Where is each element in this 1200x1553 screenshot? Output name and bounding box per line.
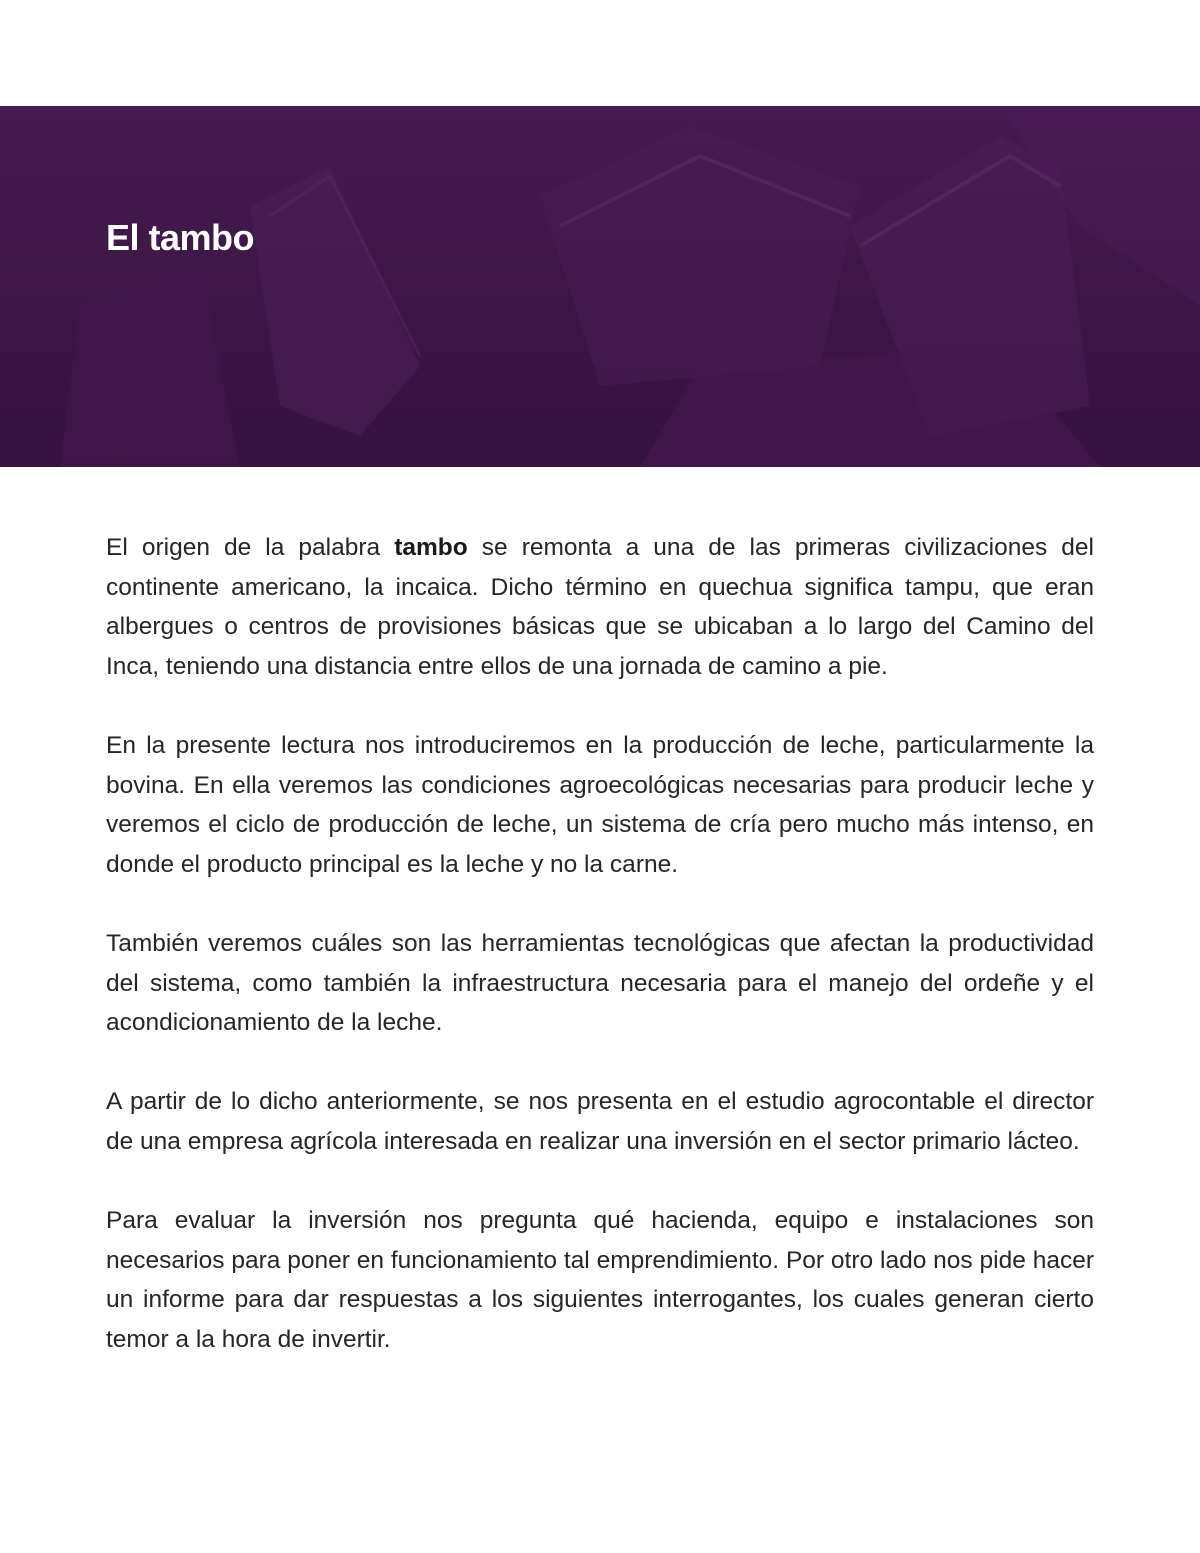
keyword-tambo: tambo	[394, 534, 468, 561]
paragraph-origin-end: se remonta a una de las primeras civilizaciones del continente americano, la incaica. Dicho término en quechua significa tampu, que eran albergues o centros de provisiones básicas que se ubicaban a lo largo del Camino del Inca, teniendo una distancia entre ellos de una jornada de camino a pie.	[106, 534, 1094, 680]
paragraph-case-study: A partir de lo dicho anteriormente, se nos presenta en el estudio agrocontable el director de una empresa agrícola interesada en realizar una inversión en el sector primario lácteo.	[106, 1088, 1094, 1155]
paragraph-origin	[106, 528, 1094, 686]
paragraph-origin-start: El origen de la palabra	[106, 534, 395, 561]
header-banner	[0, 106, 1200, 467]
paragraph-technology: También veremos cuáles son las herramientas tecnológicas que afectan la productividad del sistema, como también la infraestructura necesaria para el manejo del ordeñe y el acondicionamiento de la leche.	[106, 929, 1094, 1037]
page-title: El tambo	[106, 217, 255, 258]
paragraph-evaluation: Para evaluar la inversión nos pregunta qué hacienda, equipo e instalaciones son necesarios para poner en funcionamiento tal emprendimiento. Por otro lado nos pide hacer un informe para dar respuestas a los siguientes interrogantes, los cuales generan cierto temor a la hora de invertir.	[106, 1207, 1094, 1353]
document-body	[106, 528, 1094, 1399]
banner-background-image	[0, 106, 1200, 467]
paragraph-introduction: En la presente lectura nos introduciremos en la producción de leche, particularmente la bovina. En ella veremos las condiciones agroecológicas necesarias para producir leche y veremos el ciclo de producción de leche, un sistema de cría pero mucho más intenso, en donde el producto principal es la leche y no la carne.	[106, 731, 1094, 878]
